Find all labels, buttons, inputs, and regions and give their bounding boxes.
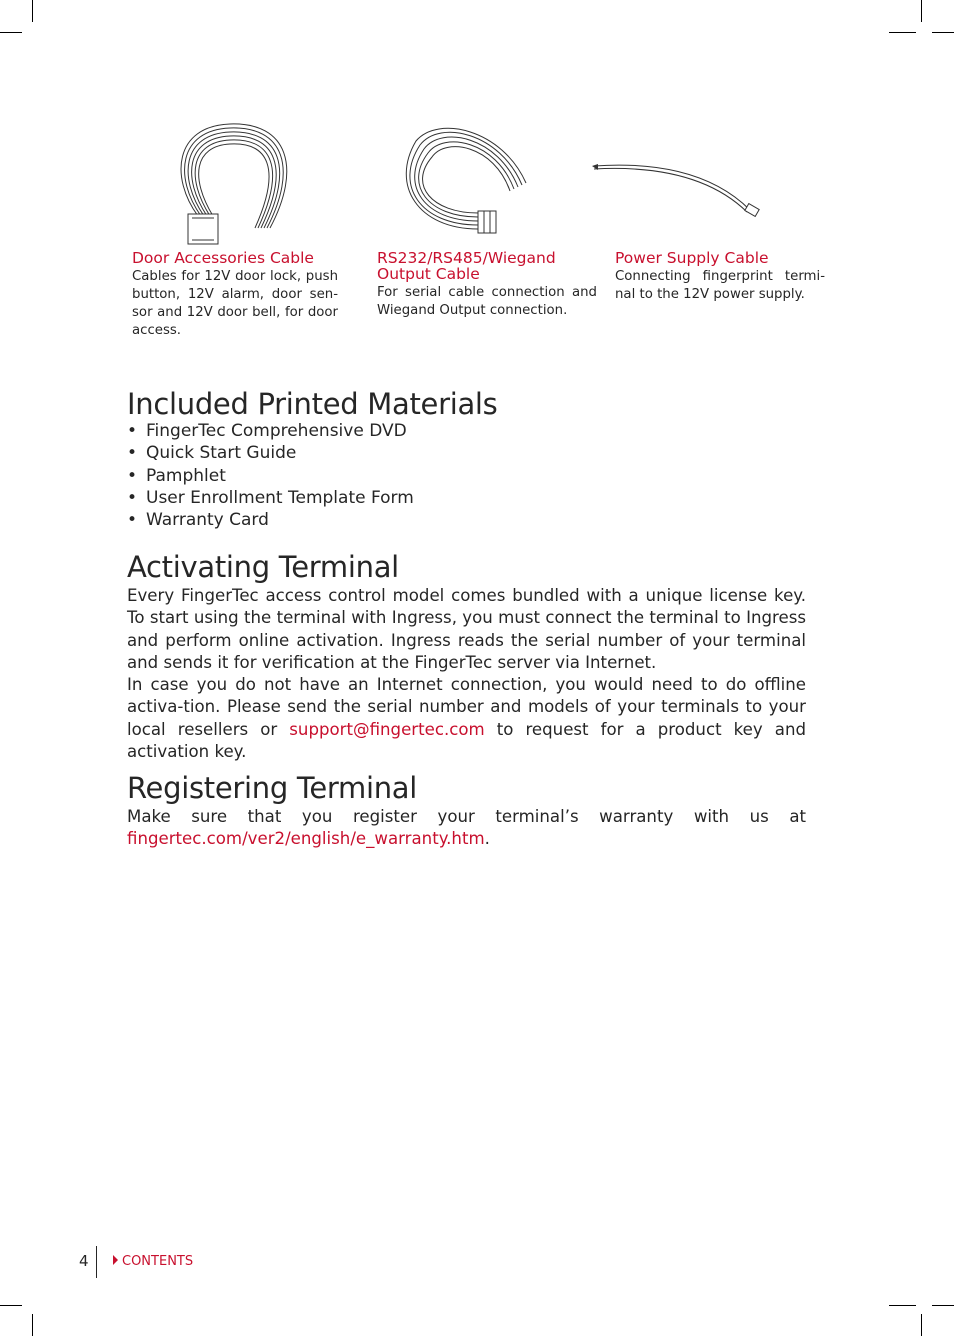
crop-mark [0, 1305, 22, 1306]
support-email-link[interactable]: support@fingertec.com [289, 719, 485, 739]
accessory-title: Power Supply Cable [615, 249, 769, 267]
crop-mark [32, 1314, 33, 1336]
accessory-description: For serial cable connection and Wiegand Output connection. [377, 285, 597, 318]
contents-label: CONTENTS [122, 1254, 194, 1269]
door-accessories-cable-image [168, 118, 306, 250]
list-item-text: FingerTec Comprehensive DVD [146, 421, 407, 441]
crop-mark [889, 32, 916, 33]
activating-text: In case you do not have an Internet connection, you would need to do offline activa-tion. Please send the serial number and models of your terminals to your local resellers or [127, 675, 806, 739]
crop-mark [921, 1314, 922, 1336]
activating-paragraph-2 [127, 674, 806, 763]
registering-text: Make sure that you register your terminal’s warranty with us at [127, 807, 806, 826]
activating-text: to request for a product key and activation key. [127, 719, 806, 761]
crop-mark [932, 32, 954, 33]
registering-paragraph [127, 806, 806, 851]
list-item-text: Quick Start Guide [146, 443, 297, 464]
printed-materials-heading: Included Printed Materials [127, 387, 498, 421]
accessory-description: Cables for 12V door lock, push button, 12V alarm, door sen-sor and 12V door bell, for door access. [132, 269, 338, 338]
crop-mark [889, 1305, 916, 1306]
accessory-title: Door Accessories Cable [132, 249, 314, 267]
power-supply-cable-image [590, 158, 770, 222]
crop-mark [932, 1305, 954, 1306]
activating-terminal-heading: Activating Terminal [127, 550, 399, 584]
list-item: • User Enrollment Template Form [127, 487, 414, 508]
page-number: 4 [79, 1252, 89, 1270]
registering-text: . [484, 829, 490, 849]
footer-divider [96, 1246, 97, 1278]
crop-mark [0, 32, 22, 33]
printed-materials-list [127, 420, 414, 531]
warranty-link[interactable]: fingertec.com/ver2/english/e_warranty.htm [127, 829, 485, 849]
list-item-text: User Enrollment Template Form [146, 487, 414, 508]
registering-terminal-heading: Registering Terminal [127, 771, 418, 805]
accessory-rs232-cable [377, 250, 597, 320]
accessory-power-cable [615, 250, 825, 304]
accessory-description: Connecting fingerprint termi-nal to the 12V power supply. [615, 269, 825, 302]
crop-mark [32, 0, 33, 22]
crop-mark [921, 0, 922, 22]
list-item: • Warranty Card [127, 510, 269, 531]
triangle-right-icon [113, 1255, 118, 1265]
list-item-text: Pamphlet [146, 465, 226, 486]
accessory-door-cable [132, 250, 344, 340]
list-item-text: Warranty Card [146, 510, 269, 531]
list-item: • Quick Start Guide [127, 443, 297, 464]
rs232-cable-image [400, 125, 530, 240]
list-item: • Pamphlet [127, 465, 226, 486]
contents-link[interactable] [113, 1254, 193, 1269]
activating-paragraph-1: Every FingerTec access control model comes bundled with a unique license key. To start using the terminal with Ingress, you must connect the terminal to Ingress and perform online activation. Ingress reads the serial number of your terminal and sends it for verification at the FingerTec server via Internet. [127, 586, 806, 672]
list-item: • FingerTec Comprehensive DVD [127, 421, 407, 441]
accessory-title: RS232/RS485/Wiegand Output Cable [377, 249, 556, 283]
